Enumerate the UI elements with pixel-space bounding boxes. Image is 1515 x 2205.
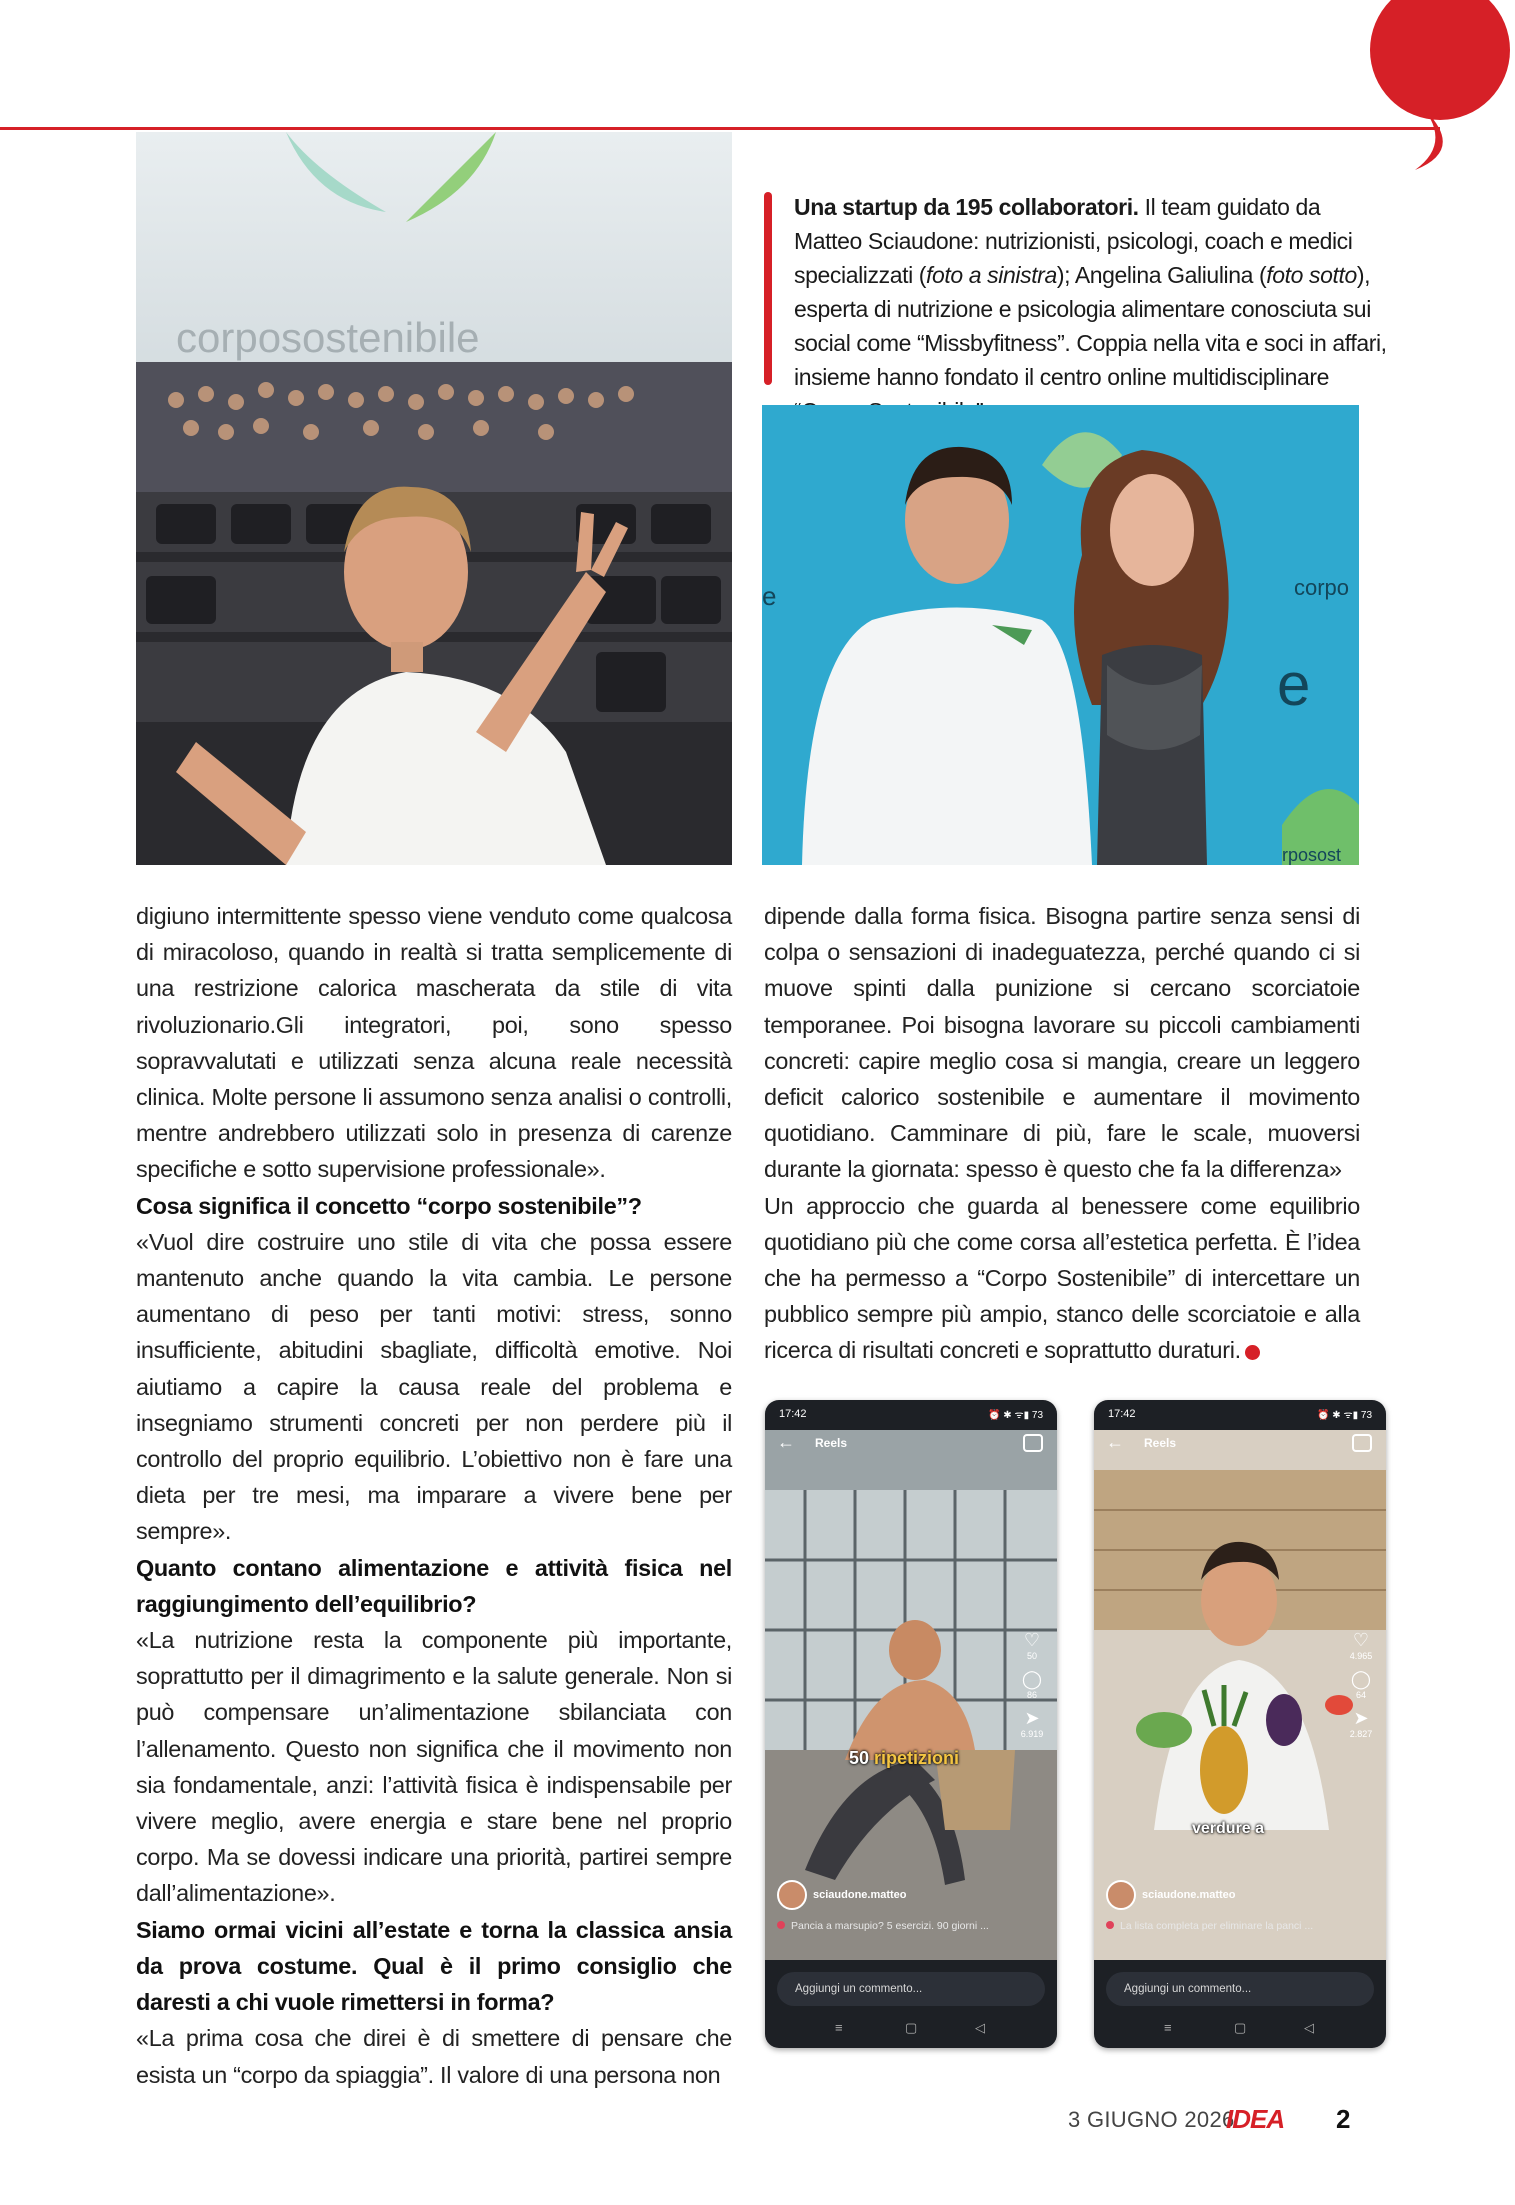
username: sciaudone.matteo (1142, 1888, 1236, 1901)
username: sciaudone.matteo (813, 1888, 907, 1901)
reel-description[interactable] (777, 1920, 1017, 1932)
screen-logo-text: corposostenibile (176, 314, 480, 361)
back-icon[interactable]: ◁ (1304, 2020, 1314, 2035)
status-time: 17:42 (779, 1408, 807, 1420)
android-nav-bar (1094, 2018, 1386, 2042)
menu-icon[interactable]: ≡ (835, 2020, 843, 2035)
page-number: 2 (1336, 2104, 1351, 2134)
col1-question-1: Cosa significa il concetto “corpo sostenibile”? (136, 1192, 642, 1219)
comment-icon[interactable]: ◯ (1350, 1669, 1372, 1689)
col2-paragraph-2 (764, 1188, 1360, 1369)
backdrop-text-corpo: corpo (1294, 575, 1350, 600)
like-count: 50 (1026, 1651, 1037, 1661)
caption-text-2: ); Angelina Galiulina ( (1056, 262, 1267, 288)
like-count: 4.965 (1349, 1651, 1373, 1661)
avatar (1106, 1880, 1136, 1910)
overlay-word: ripetizioni (874, 1748, 960, 1768)
caption-lead: Una startup da 195 collaboratori. (794, 194, 1139, 220)
video-overlay-text: verdure a (1192, 1820, 1265, 1837)
status-icons: ⏰ ✱ ᯤ▮ 73 (1317, 1410, 1372, 1421)
status-time: 17:42 (1108, 1408, 1136, 1420)
caption-italic-1: foto a sinistra (926, 262, 1057, 288)
description-text: La lista completa per eliminare la panci ... (1120, 1920, 1314, 1932)
reels-title: Reels (1144, 1436, 1177, 1450)
camera-icon[interactable] (1023, 1434, 1043, 1452)
phone-screenshot-2 (1094, 1400, 1386, 2048)
overlay-number: 50 (849, 1748, 870, 1768)
caption-accent-bar (764, 192, 772, 385)
reel-actions (1017, 1630, 1047, 1739)
reels-header (765, 1426, 1057, 1460)
status-icons: ⏰ ✱ ᯤ▮ 73 (988, 1410, 1043, 1421)
reels-header (1094, 1426, 1386, 1460)
col1-paragraph-3: «La nutrizione resta la componente più importante, soprattutto per il dimagrimento e la salute generale. Non si può compensare un’alimentazione sbilanciata con l’allenamento. Questo non significa che il movimento non sia fondamentale, anzi: l’attività fisica è indispensabile per vivere meglio, avere energia e stare bene nel proprio corpo. Ma se dovessi indicare una priorità, partirei sempre dall’alimentazione». (136, 1627, 732, 1907)
menu-icon[interactable]: ≡ (1164, 2020, 1172, 2035)
reel-author[interactable] (777, 1880, 907, 1910)
heart-icon[interactable]: ♡ (1023, 1630, 1041, 1650)
backdrop-text-e-left: e (762, 581, 777, 611)
status-bar (765, 1400, 1057, 1426)
music-icon (1106, 1921, 1114, 1929)
home-icon[interactable]: ▢ (905, 2020, 918, 2035)
backdrop-text-bottom: rposost (1282, 845, 1342, 865)
video-overlay-text (849, 1748, 959, 1769)
share-icon[interactable]: ➤ (1353, 1708, 1369, 1728)
red-comma-logo (1355, 0, 1515, 170)
share-icon[interactable]: ➤ (1024, 1708, 1040, 1728)
phone-screenshot-1 (765, 1400, 1057, 2048)
reel-actions (1346, 1630, 1376, 1739)
col1-question-3: Siamo ormai vicini all’estate e torna la classica ansia da prova costume. Qual è il primo consiglio che daresti a chi vuole rimettersi in forma? (136, 1916, 732, 2016)
header-rule (0, 127, 1440, 130)
comment-input[interactable]: Aggiungi un commento... (1106, 1972, 1374, 2006)
android-nav-bar (765, 2018, 1057, 2042)
share-count: 2.827 (1349, 1729, 1373, 1739)
caption-text-3: ), esperta di nutrizione e psicologia alimentare conosciuta sui social come “Missbyfitness”. Coppia nella vita e soci in affari, insieme hanno fondato il centro online multidisciplinare (794, 262, 1387, 390)
comment-count: 64 (1355, 1690, 1366, 1700)
couple-photo (762, 405, 1359, 865)
col1-paragraph-1: digiuno intermittente spesso viene venduto come qualcosa di miracoloso, quando in realtà si tratta semplicemente di una restrizione calorica mascherata da stile di vita rivoluzionario.Gli integratori, poi, sono spesso sopravvalutati e utilizzati senza alcuna reale necessità clinica. Molte persone li assumono senza analisi o controlli, mentre andrebbero utilizzati solo in presenza di carenze specifiche e sotto supervisione professionale». (136, 903, 732, 1183)
col2-paragraph-2-text: Un approccio che guarda al benessere come equilibrio quotidiano più che come corsa all’estetica perfetta. È l’idea che ha permesso a “Corpo Sostenibile” di intercettare un pubblico sempre più ampio, stanco delle scorciatoie e alla ricerca di risultati concreti e soprattutto duraturi. (764, 1192, 1360, 1364)
back-arrow-icon[interactable]: ← (1106, 1432, 1124, 1452)
share-count: 6.919 (1020, 1729, 1044, 1739)
col1-paragraph-4: «La prima cosa che direi è di smettere di pensare che esista un “corpo da spiaggia”. Il valore di una persona non (136, 2025, 732, 2088)
reel-description[interactable] (1106, 1920, 1346, 1932)
col1-question-2: Quanto contano alimentazione e attività fisica nel raggiungimento dell’equilibrio? (136, 1554, 732, 1617)
home-icon[interactable]: ▢ (1234, 2020, 1247, 2035)
caption-text-1: Il team guidato da Matteo Sciaudone: nutrizionisti, psicologi, coach e medici specializzati ( (794, 194, 1353, 288)
status-bar (1094, 1400, 1386, 1426)
article-column-2 (764, 898, 1360, 1369)
magazine-logo: IDEA (1226, 2104, 1285, 2134)
photo-caption (794, 190, 1394, 428)
article-column-1 (136, 898, 732, 2093)
reel-author[interactable] (1106, 1880, 1236, 1910)
backdrop-text-e-right: e (1277, 651, 1311, 718)
heart-icon[interactable]: ♡ (1352, 1630, 1370, 1650)
end-of-article-dot (1245, 1345, 1260, 1360)
back-icon[interactable]: ◁ (975, 2020, 985, 2035)
back-arrow-icon[interactable]: ← (777, 1432, 795, 1452)
camera-icon[interactable] (1352, 1434, 1372, 1452)
team-selfie-photo (136, 132, 732, 865)
comment-icon[interactable]: ◯ (1021, 1669, 1043, 1689)
issue-date: 3 GIUGNO 2026 (1068, 2107, 1235, 2132)
music-icon (777, 1921, 785, 1929)
comment-input[interactable]: Aggiungi un commento... (777, 1972, 1045, 2006)
reels-title: Reels (815, 1436, 848, 1450)
description-text: Pancia a marsupio? 5 esercizi. 90 giorni ... (791, 1920, 989, 1932)
col2-paragraph-1: dipende dalla forma fisica. Bisogna partire senza sensi di colpa o sensazioni di inadeguatezza, perché quando ci si muove spinti dalla punizione si cercano scorciatoie temporanee. Poi bisogna lavorare su piccoli cambiamenti concreti: capire meglio cosa si mangia, creare un leggero deficit calorico sostenibile e aumentare il movimento quotidiano. Camminare di più, fare le scale, muoversi durante la giornata: spesso è questo che fa la differenza» (764, 903, 1360, 1183)
avatar (777, 1880, 807, 1910)
caption-italic-2: foto sotto (1266, 262, 1357, 288)
comment-count: 86 (1026, 1690, 1037, 1700)
col1-paragraph-2: «Vuol dire costruire uno stile di vita che possa essere mantenuto anche quando la vita cambia. Le persone aumentano di peso per tanti motivi: stress, sonno insufficiente, abitudini sbagliate, difficoltà emotive. Noi aiutiamo a capire la causa reale del problema e insegniamo strumenti concreti per non perdere più il controllo del proprio equilibrio. L’obiettivo non è fare una dieta per tre mesi, ma imparare a vivere bene per sempre». (136, 1228, 732, 1545)
